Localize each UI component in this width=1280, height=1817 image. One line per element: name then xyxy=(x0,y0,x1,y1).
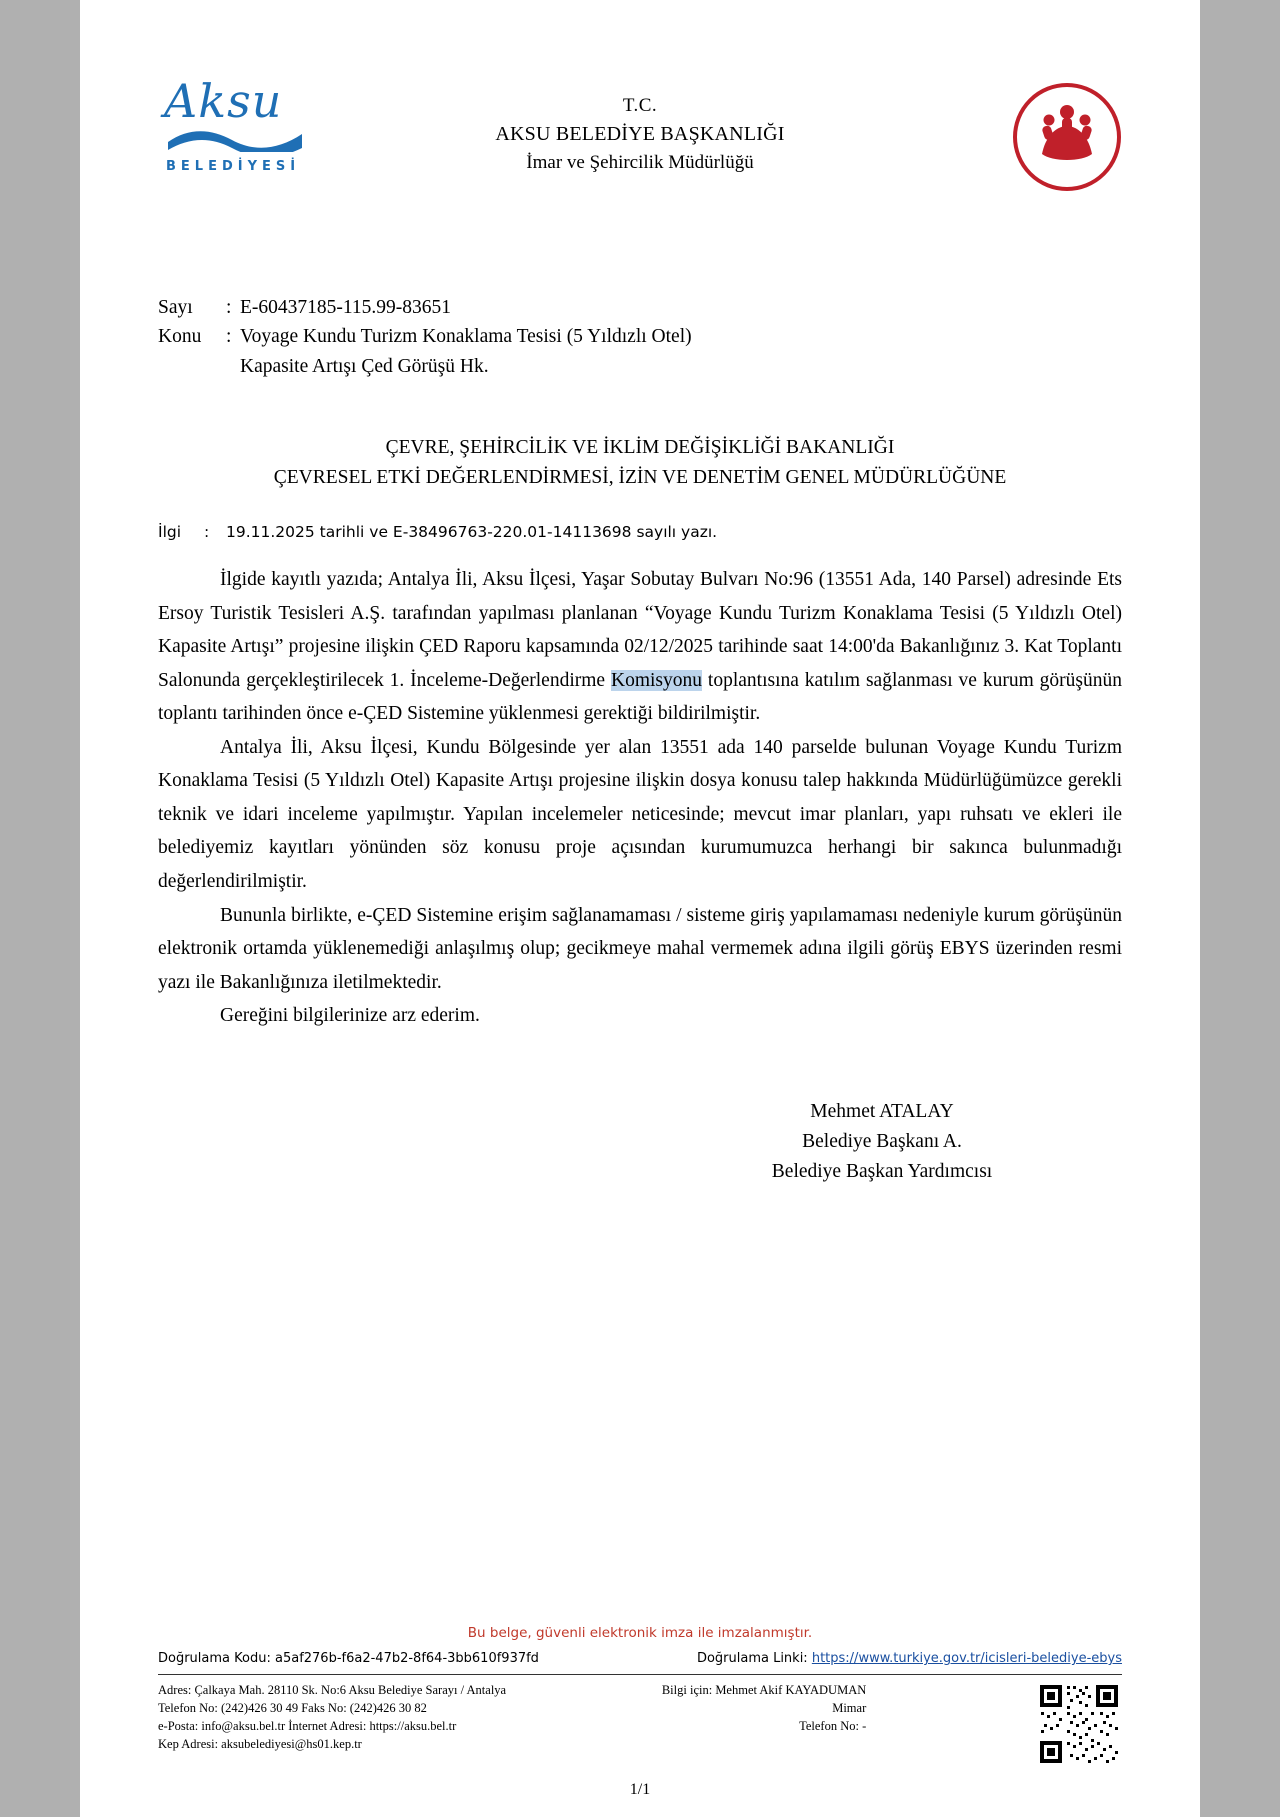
footer-address-line-1: Adres: Çalkaya Mah. 28110 Sk. No:6 Aksu Belediye Sarayı / Antalya xyxy=(158,1683,507,1697)
footer-address-block xyxy=(158,1681,506,1754)
footer-contact-block xyxy=(662,1681,880,1735)
addressee-line-1: ÇEVRE, ŞEHİRCİLİK VE İKLİM DEĞİŞİKLİĞİ BAKANLIĞI xyxy=(385,436,895,458)
highlighted-text-komisyonu: Komisyonu xyxy=(610,669,702,691)
document-body xyxy=(158,563,1122,1032)
ilgi-value: 19.11.2025 tarihli ve E-38496763-220.01-14113698 sayılı yazı. xyxy=(226,523,718,542)
signer-title-2: Belediye Başkan Yardımcısı xyxy=(771,1161,993,1183)
document-footer xyxy=(80,1625,1200,1817)
electronic-signature-note: Bu belge, güvenli elektronik imza ile imzalanmıştır. xyxy=(467,1625,813,1641)
aksu-belediyesi-logo xyxy=(158,74,323,198)
addressee-block xyxy=(80,433,1200,493)
document-header xyxy=(80,0,1200,175)
title-line-tc: T.C. xyxy=(622,95,658,116)
body-paragraph-4: Gereğini bilgilerinize arz ederim. xyxy=(220,1005,480,1027)
ilgi-separator: : xyxy=(204,523,210,542)
document-meta xyxy=(158,293,1200,381)
institution-title-block xyxy=(410,92,870,176)
verification-row xyxy=(158,1651,1122,1674)
verification-code-group xyxy=(158,1651,539,1666)
logo-subtitle-text: BELEDİYESİ xyxy=(166,159,301,174)
sayi-label: Sayı xyxy=(158,297,193,318)
body-paragraph-2: Antalya İli, Aksu İlçesi, Kundu Bölgesinde yer alan 13551 ada 140 parselde bulunan Voyage Kundu Turizm Konaklama Tesisi (5 Yıldızlı Otel) Kapasite Artışı projesine ilişkin dosya konusu talep hakkında Müdürlüğümüzce gerekli teknik ve idari inceleme yapılmıştır. Yapılan incelemeler neticesinde; mevcut imar planları, yapı ruhsatı ve ekleri ile belediyemiz kayıtları yönünden söz konusu proje açısından kurumumuzca herhangi bir sakınca bulunmadığı değerlendirilmiştir. xyxy=(158,736,1122,892)
verification-link-group xyxy=(697,1651,1122,1666)
meta-row-konu xyxy=(158,322,1200,381)
verification-link[interactable]: https://www.turkiye.gov.tr/icisleri-belediye-ebys xyxy=(811,1651,1122,1666)
footer-info-line-1: Bilgi için: Mehmet Akif KAYADUMAN xyxy=(661,1683,867,1697)
footer-divider xyxy=(158,1674,1122,1675)
footer-address-line-2: Telefon No: (242)426 30 49 Faks No: (242)426 30 82 xyxy=(158,1701,427,1716)
verification-link-label: Doğrulama Linki: xyxy=(696,1651,808,1666)
footer-columns xyxy=(158,1681,1122,1767)
konu-value: Voyage Kundu Turizm Konaklama Tesisi (5 Yıldızlı Otel) Kapasite Artışı Çed Görüşü Hk. xyxy=(240,326,692,377)
addressee-line-2: ÇEVRESEL ETKİ DEĞERLENDİRMESİ, İZİN VE DENETİM GENEL MÜDÜRLÜĞÜNE xyxy=(273,466,1007,488)
sayi-separator: : xyxy=(226,297,232,318)
footer-address-line-3: e-Posta: info@aksu.bel.tr İnternet Adresi: https://aksu.bel.tr xyxy=(158,1719,457,1734)
footer-info-line-3: Telefon No: - xyxy=(799,1719,867,1734)
footer-address-line-4: Kep Adresi: aksubelediyesi@hs01.kep.tr xyxy=(158,1737,362,1752)
signature-block xyxy=(672,1097,1092,1188)
verification-code-value: a5af276b-f6a2-47b2-8f64-3bb610f937fd xyxy=(274,1651,539,1666)
republic-of-turkiye-seal-icon xyxy=(1012,82,1122,192)
reference-line xyxy=(158,523,1200,541)
footer-info-line-2: Mimar xyxy=(832,1701,867,1716)
konu-label: Konu xyxy=(158,326,202,348)
body-paragraph-1-part-a: İlgide kayıtlı yazıda; Antalya İli, Aksu İlçesi, Yaşar Sobutay Bulvarı No:96 (13551 Ada, 140 Parsel) adresinde Ets Ersoy Turistik Tesisleri A.Ş. tarafından yapılması planlanan “Voyage Kundu Turizm Konaklama Tesisi (5 Yıldızlı Otel) Kapasite Artışı” projesine ilişkin ÇED Raporu kapsamında 02/12/2025 tarihinde saat 14:00'da Bakanlığınız 3. Kat Toplantı Salonunda gerçekleştirilecek 1. İnceleme-Değerlendirme xyxy=(158,569,1122,691)
document-page xyxy=(80,0,1200,1817)
qr-code-icon xyxy=(1036,1681,1122,1767)
verification-code-label: Doğrulama Kodu: xyxy=(158,1651,271,1666)
meta-row-sayi xyxy=(158,293,1200,322)
logo-brand-text: Aksu xyxy=(164,74,283,128)
body-paragraph-1-part-b: toplantısına katılım sağlanması ve kurum görüşünün toplantı tarihinden önce e-ÇED Sistemine yüklenmesi gerektiği bildirilmiştir. xyxy=(158,669,1122,725)
ilgi-label: İlgi xyxy=(158,523,182,542)
page-number: 1/1 xyxy=(629,1781,651,1798)
body-paragraph-3: Bununla birlikte, e-ÇED Sistemine erişim sağlanamaması / sisteme giriş yapılamaması nedeniyle kurum görüşünün elektronik ortamda yüklenemediği anlaşılmış olup; gecikmeye mahal vermemek adına ilgili görüş EBYS üzerinden resmi yazı ile Bakanlığınıza iletilmektedir. xyxy=(158,904,1122,993)
signer-name: Mehmet ATALAY xyxy=(810,1100,954,1122)
konu-separator: : xyxy=(226,326,232,348)
wave-icon xyxy=(166,126,306,152)
body-paragraph-1 xyxy=(158,563,1122,731)
signer-title-1: Belediye Başkanı A. xyxy=(802,1130,962,1152)
title-line-department: İmar ve Şehircilik Müdürlüğü xyxy=(526,151,754,173)
sayi-value: E-60437185-115.99-83651 xyxy=(240,297,452,318)
title-line-municipality: AKSU BELEDİYE BAŞKANLIĞI xyxy=(495,122,785,145)
